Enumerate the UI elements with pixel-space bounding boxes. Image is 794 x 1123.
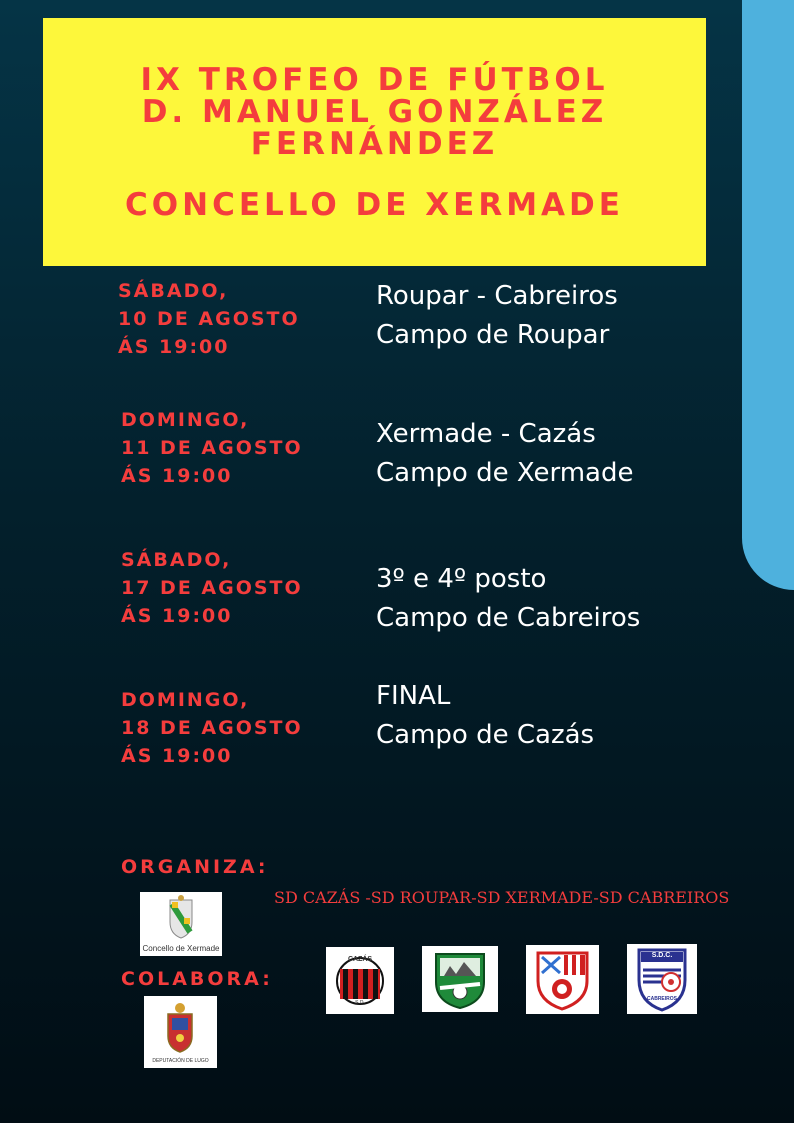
- match-venue: Campo de Cabreiros: [376, 603, 641, 633]
- title-banner: [43, 18, 706, 266]
- sdc-cabreiros-badge: [627, 944, 697, 1014]
- match-date: 11 DE AGOSTO: [121, 437, 303, 459]
- match-1-info: [376, 277, 618, 355]
- match-venue: Campo de Roupar: [376, 320, 610, 350]
- match-time: ÁS 19:00: [118, 336, 230, 358]
- sd-cazas-badge: [326, 947, 394, 1014]
- match-day: SÁBADO,: [118, 280, 229, 302]
- concello-caption: Concello de Xermade: [142, 944, 220, 953]
- match-3-info: [376, 560, 640, 638]
- match-teams: 3º e 4º posto: [376, 564, 547, 594]
- match-day: DOMINGO,: [121, 409, 250, 431]
- match-day: DOMINGO,: [121, 689, 250, 711]
- roupar-shield-icon: [526, 945, 599, 1014]
- title-line-4: CONCELLO DE XERMADE: [125, 187, 624, 223]
- match-teams: FINAL: [376, 681, 451, 711]
- match-date: 10 DE AGOSTO: [118, 308, 300, 330]
- match-time: ÁS 19:00: [121, 745, 233, 767]
- match-teams: Roupar - Cabreiros: [376, 281, 618, 311]
- title-line-1: IX TROFEO DE FÚTBOL: [140, 62, 609, 98]
- organiza-label: ORGANIZA:: [121, 856, 269, 878]
- match-venue: Campo de Xermade: [376, 458, 634, 488]
- match-day: SÁBADO,: [121, 549, 232, 571]
- title-line-3: FERNÁNDEZ: [250, 126, 499, 162]
- match-2-info: [376, 415, 634, 493]
- sd-roupar-badge: [526, 945, 599, 1014]
- title-line-2: D. MANUEL GONZÁLEZ: [141, 94, 608, 130]
- clubs-text: SD CAZÁS -SD ROUPAR-SD XERMADE-SD CABREIROS: [274, 888, 730, 907]
- deputacion-lugo-logo: [144, 996, 217, 1068]
- match-1-date: [118, 277, 300, 361]
- sd-xermade-badge: [422, 946, 498, 1012]
- cabreiros-bottom-text: CABREIROS: [646, 996, 677, 1002]
- match-venue: Campo de Cazás: [376, 720, 595, 750]
- cabreiros-top-text: S.D.C.: [651, 952, 673, 959]
- match-time: ÁS 19:00: [121, 605, 233, 627]
- match-teams: Xermade - Cazás: [376, 419, 596, 449]
- match-date: 18 DE AGOSTO: [121, 717, 303, 739]
- match-date: 17 DE AGOSTO: [121, 577, 303, 599]
- match-4-info: [376, 677, 594, 755]
- deputacion-caption: DEPUTACIÓN DE LUGO: [152, 1058, 209, 1064]
- match-4-date: [121, 686, 303, 770]
- colabora-label: COLABORA:: [121, 968, 273, 990]
- match-3-date: [121, 546, 303, 630]
- xermade-shield-icon: [422, 946, 498, 1012]
- concello-xermade-logo: [140, 892, 222, 956]
- decorative-side-bar: [742, 0, 794, 590]
- cazas-text: CAZÁS: [347, 956, 373, 963]
- match-2-date: [121, 406, 303, 490]
- match-time: ÁS 19:00: [121, 465, 233, 487]
- cazas-sub: S.D.: [355, 1000, 365, 1006]
